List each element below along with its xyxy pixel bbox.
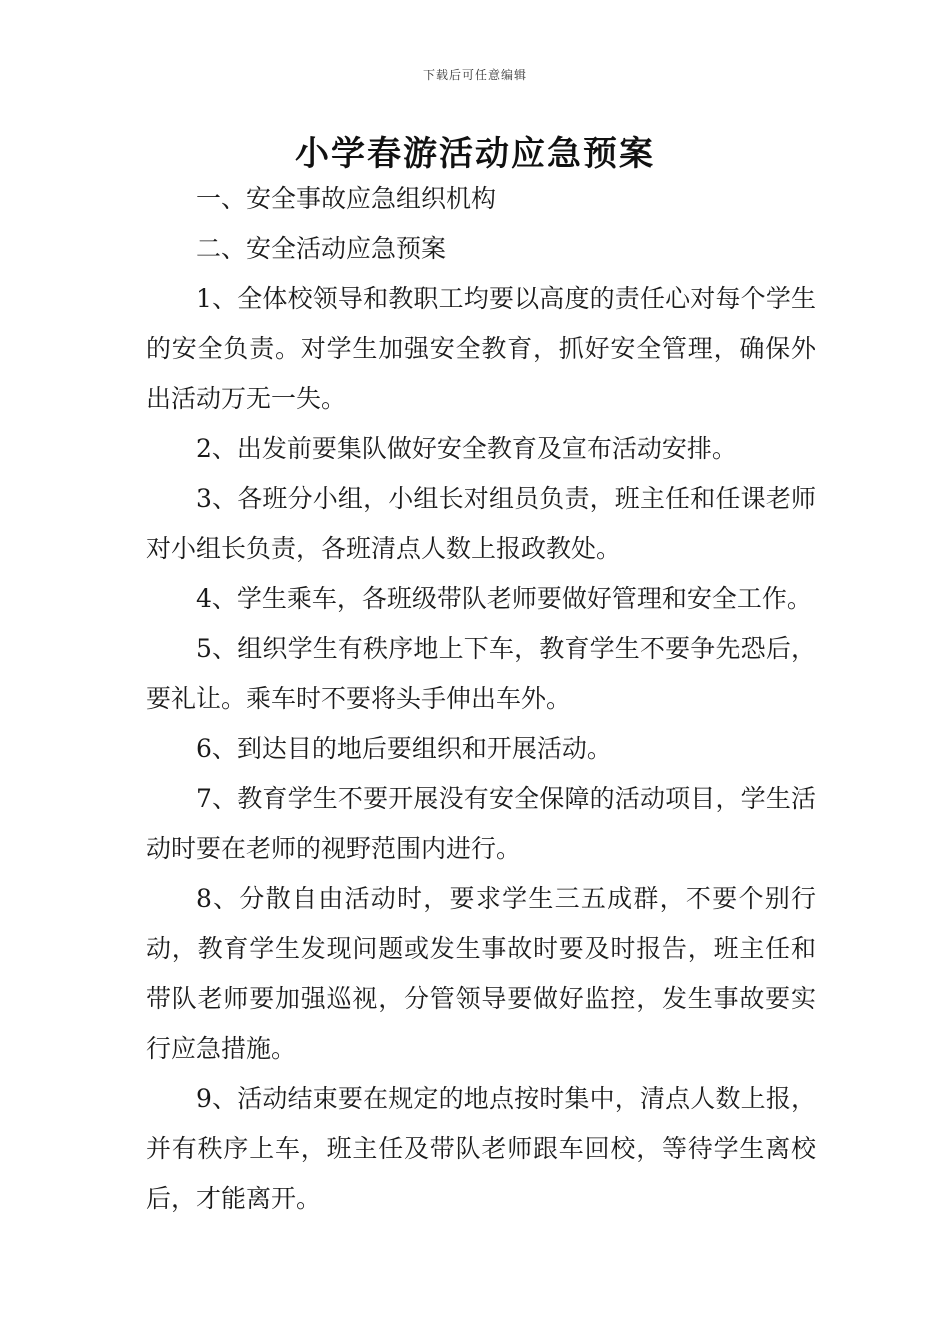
page-title: 小学春游活动应急预案 xyxy=(295,134,655,174)
paragraph-item-2: 2、出发前要集队做好安全教育及宣布活动安排。 xyxy=(196,434,737,463)
header-note: 下载后可任意编辑 xyxy=(422,68,527,82)
paragraph-item-5: 5、组织学生有秩序地上下车，教育学生不要争先恐后，要礼让。乘车时不要将头手伸出车外。 xyxy=(146,634,816,713)
paragraph-item-8: 8、分散自由活动时，要求学生三五成群，不要个别行动，教育学生发现问题或发生事故时要及时报告，班主任和带队老师要加强巡视，分管领导要做好监控，发生事故要实行应急措施。 xyxy=(146,884,816,1063)
paragraph-item-4: 4、学生乘车，各班级带队老师要做好管理和安全工作。 xyxy=(196,584,812,613)
document-body xyxy=(146,174,816,1224)
paragraph-item-3: 3、各班分小组，小组长对组员负责，班主任和任课老师对小组长负责，各班清点人数上报政教处。 xyxy=(146,484,816,563)
paragraph-item-9: 9、活动结束要在规定的地点按时集中，清点人数上报，并有秩序上车，班主任及带队老师跟车回校，等待学生离校后，才能离开。 xyxy=(146,1084,816,1213)
section-heading-1: 一、安全事故应急组织机构 xyxy=(196,184,497,213)
section-heading-2: 二、安全活动应急预案 xyxy=(196,234,447,263)
paragraph-item-1: 1、全体校领导和教职工均要以高度的责任心对每个学生的安全负责。对学生加强安全教育，抓好安全管理，确保外出活动万无一失。 xyxy=(146,284,816,413)
paragraph-item-6: 6、到达目的地后要组织和开展活动。 xyxy=(196,734,612,763)
paragraph-item-7: 7、教育学生不要开展没有安全保障的活动项目，学生活动时要在老师的视野范围内进行。 xyxy=(146,784,816,863)
